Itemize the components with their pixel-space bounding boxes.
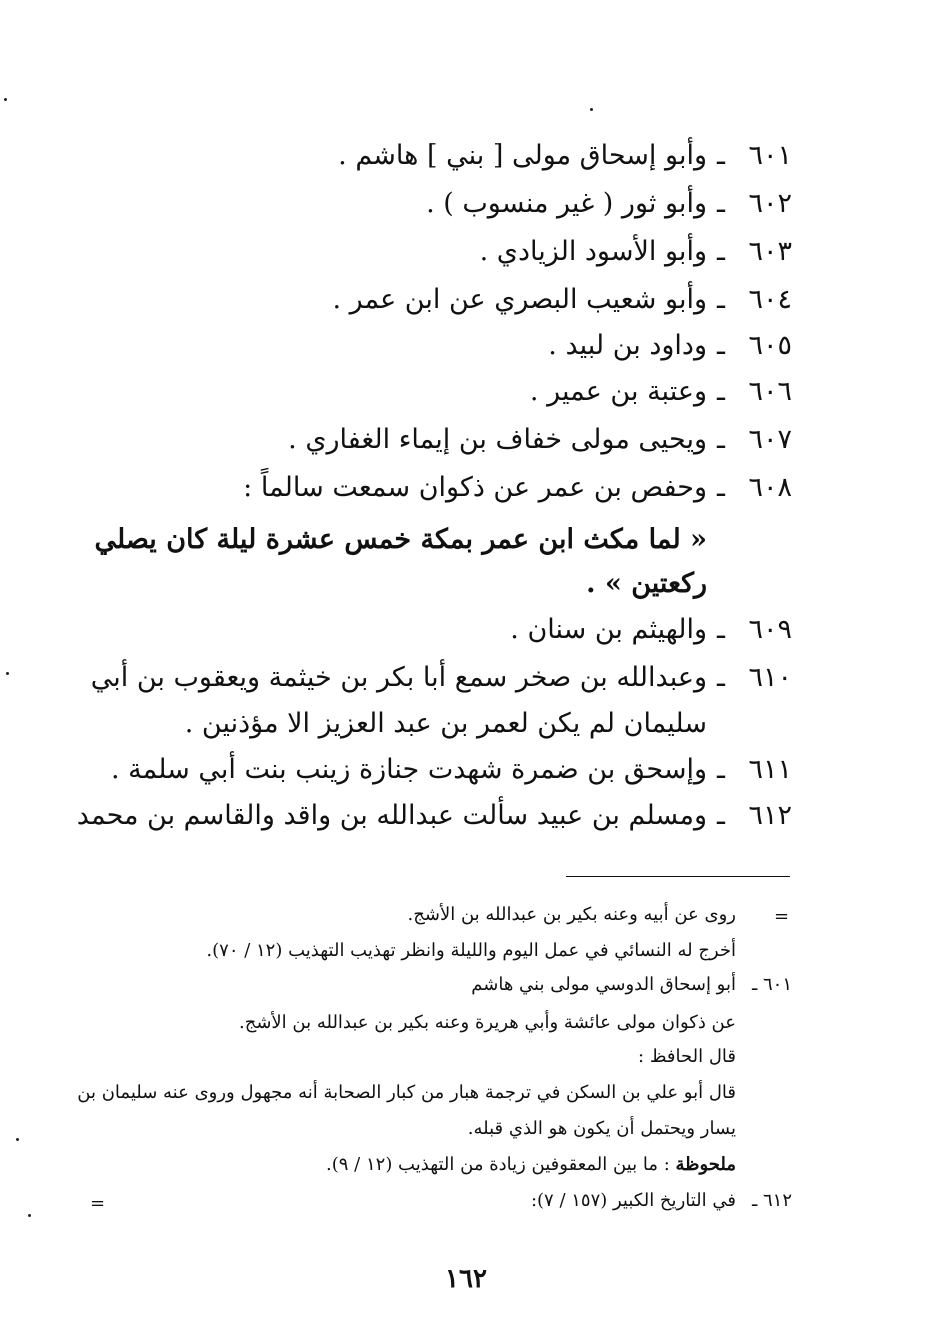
footnote-carry-line-2: أخرج له النسائي في عمل اليوم والليلة وانظر تهذيب التهذيب (١٢ / ٧٠). (206, 940, 736, 961)
scan-speck (16, 1138, 19, 1141)
page-number: ١٦٢ (445, 1264, 487, 1294)
entry-text: وأبو شعيب البصري عن ابن عمر . (332, 284, 707, 315)
footnote-601-line-1: أبو إسحاق الدوسي مولى بني هاشم (471, 974, 736, 995)
footnote-note (326, 1152, 736, 1178)
entry-number: ٦٠٦ (748, 376, 792, 407)
entry-number: ٦٠٣ (748, 236, 792, 267)
entry-text: وعبدالله بن صخر سمع أبا بكر بن خيثمة ويعقوب بن أبي (90, 662, 707, 693)
scan-speck (28, 1214, 31, 1217)
entry-number: ٦١٠ (748, 662, 792, 693)
entry-number: ٦٠٢ (748, 188, 792, 219)
note-text: : ما بين المعقوفين زيادة من التهذيب (١٢ / ٩). (326, 1154, 670, 1175)
entry-dash: ـ (717, 800, 725, 831)
entry-dash: ـ (717, 188, 725, 219)
entry-number: ٦٠٥ (748, 330, 792, 361)
entry-number: ٦٠١ (748, 140, 792, 171)
entry-dash: ـ (717, 754, 725, 785)
entry-dash: ـ (717, 614, 725, 645)
footnote-carry-line-1: روى عن أبيه وعنه بكير بن عبدالله بن الأشج. (407, 904, 736, 925)
entry-610-continuation: سليمان لم يكن لعمر بن عبد العزيز الا مؤذنين . (184, 708, 707, 739)
footnote-601-line-5: يسار ويحتمل أن يكون هو الذي قبله. (467, 1118, 736, 1139)
entry-text: وأبو إسحاق مولى [ بني ] هاشم . (338, 140, 707, 171)
entry-dash: ـ (717, 284, 725, 315)
scan-speck (4, 98, 7, 101)
entry-text: وإسحق بن ضمرة شهدت جنازة زينب بنت أبي سلمة . (110, 754, 707, 785)
entry-text: وحفص بن عمر عن ذكوان سمعت سالماً : (243, 472, 707, 503)
footnote-601-line-4: قال أبو علي بن السكن في ترجمة هبار من كبار الصحابة أنه مجهول وروى عنه سليمان بن (77, 1082, 736, 1103)
footnote-612-number: ٦١٢ ـ (751, 1190, 792, 1211)
entry-text: والهيثم بن سنان . (510, 614, 707, 645)
entry-dash: ـ (717, 140, 725, 171)
entry-number: ٦٠٧ (748, 424, 792, 455)
footnote-601-line-3: قال الحافظ : (638, 1046, 736, 1067)
footnote-612-text: في التاريخ الكبير (١٥٧ / ٧): (530, 1190, 736, 1211)
entry-text: وأبو الأسود الزيادي . (479, 236, 707, 267)
entry-dash: ـ (717, 662, 725, 693)
entry-dash: ـ (717, 472, 725, 503)
entry-text: وداود بن لبيد . (548, 330, 707, 361)
entry-dash: ـ (717, 424, 725, 455)
scan-speck (590, 108, 593, 111)
entry-number: ٦٠٩ (748, 614, 792, 645)
entry-dash: ـ (717, 330, 725, 361)
entry-text: وعتبة بن عمير . (529, 376, 707, 407)
entry-number: ٦١١ (748, 754, 792, 785)
continuation-mark: = (90, 1193, 106, 1214)
entry-text: ويحيى مولى خفاف بن إيماء الغفاري . (288, 424, 707, 455)
entry-number: ٦٠٤ (748, 284, 792, 315)
entry-dash: ـ (717, 236, 725, 267)
quote-line-2: ركعتين » . (586, 568, 707, 599)
carry-over-mark: = (774, 906, 790, 927)
quote-line-1: « لما مكث ابن عمر بمكة خمس عشرة ليلة كان يصلي (94, 524, 707, 555)
entry-dash: ـ (717, 376, 725, 407)
scan-speck (6, 672, 9, 675)
entry-text: وأبو ثور ( غير منسوب ) . (426, 188, 707, 219)
footnote-601-line-2: عن ذكوان مولى عائشة وأبي هريرة وعنه بكير بن عبدالله بن الأشج. (238, 1012, 736, 1033)
entry-text: ومسلم بن عبيد سألت عبدالله بن واقد والقاسم بن محمد (76, 800, 707, 831)
footnote-601-number: ٦٠١ ـ (751, 974, 792, 995)
entry-number: ٦١٢ (748, 800, 792, 831)
footnote-separator (566, 876, 790, 877)
note-label: ملحوظة (675, 1154, 736, 1175)
entry-number: ٦٠٨ (748, 472, 792, 503)
